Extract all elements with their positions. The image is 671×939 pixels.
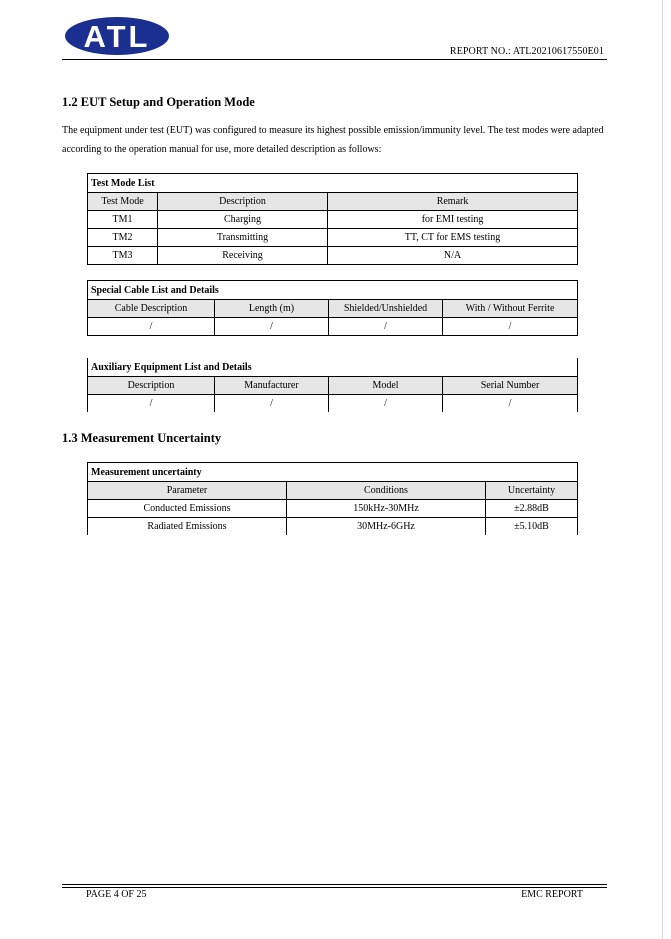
table-cell: ±2.88dB — [486, 500, 578, 518]
table-cell: / — [329, 395, 443, 413]
table-cell: Transmitting — [158, 229, 328, 247]
column-header: Conditions — [287, 482, 486, 500]
column-header: Parameter — [88, 482, 287, 500]
test-mode-table — [87, 173, 578, 265]
table-caption: Auxiliary Equipment List and Details — [88, 358, 578, 377]
table-cell: / — [329, 318, 443, 336]
table-cell: / — [443, 318, 578, 336]
cable-table — [87, 280, 578, 336]
table-cell: Receiving — [158, 247, 328, 265]
column-header: Length (m) — [215, 300, 329, 318]
column-header: Uncertainty — [486, 482, 578, 500]
table-cell: TT, CT for EMS testing — [328, 229, 578, 247]
column-header: Test Mode — [88, 193, 158, 211]
column-header: Shielded/Unshielded — [329, 300, 443, 318]
section-title-eut-setup: 1.2 EUT Setup and Operation Mode — [62, 95, 255, 109]
section-title-measurement-uncertainty: 1.3 Measurement Uncertainty — [62, 431, 222, 445]
column-header: Manufacturer — [215, 377, 329, 395]
table-row — [88, 518, 578, 536]
header-divider — [62, 59, 607, 60]
column-header: Remark — [328, 193, 578, 211]
table-caption: Test Mode List — [88, 174, 578, 193]
column-header: With / Without Ferrite — [443, 300, 578, 318]
table-row — [88, 247, 578, 265]
footer-doc-type: EMC REPORT — [521, 889, 583, 900]
table-row — [88, 395, 578, 413]
table-cell: ±5.10dB — [486, 518, 578, 536]
table-cell: / — [88, 395, 215, 413]
column-header: Cable Description — [88, 300, 215, 318]
column-header: Description — [88, 377, 215, 395]
column-header: Description — [158, 193, 328, 211]
table-cell: Charging — [158, 211, 328, 229]
footer-divider — [62, 884, 607, 885]
table-cell: 150kHz-30MHz — [287, 500, 486, 518]
table-cell: Conducted Emissions — [88, 500, 287, 518]
table-cell: / — [215, 318, 329, 336]
table-row — [88, 211, 578, 229]
table-cell: TM2 — [88, 229, 158, 247]
table-cell: / — [443, 395, 578, 413]
report-number: REPORT NO.: ATL20210617550E01 — [449, 46, 604, 57]
table-cell: / — [215, 395, 329, 413]
table-caption: Special Cable List and Details — [88, 281, 578, 300]
logo-text: ATL — [83, 19, 151, 54]
page-number: PAGE 4 OF 25 — [86, 889, 147, 900]
column-header: Serial Number — [443, 377, 578, 395]
eut-description-paragraph: The equipment under test (EUT) was configured to measure its highest possible emission/immunity level. The test modes were adapted according to the operation manual for use, more detailed description as follows: — [62, 125, 604, 155]
table-cell: 30MHz-6GHz — [287, 518, 486, 536]
auxiliary-equipment-table — [87, 358, 578, 412]
table-cell: for EMI testing — [328, 211, 578, 229]
table-cell: N/A — [328, 247, 578, 265]
table-row — [88, 318, 578, 336]
table-row — [88, 229, 578, 247]
table-cell: TM3 — [88, 247, 158, 265]
table-cell: TM1 — [88, 211, 158, 229]
table-caption: Measurement uncertainty — [88, 463, 578, 482]
footer-divider — [62, 887, 607, 888]
atl-logo — [64, 16, 170, 56]
uncertainty-table — [87, 462, 578, 535]
column-header: Model — [329, 377, 443, 395]
table-row — [88, 500, 578, 518]
table-cell: Radiated Emissions — [88, 518, 287, 536]
table-cell: / — [88, 318, 215, 336]
